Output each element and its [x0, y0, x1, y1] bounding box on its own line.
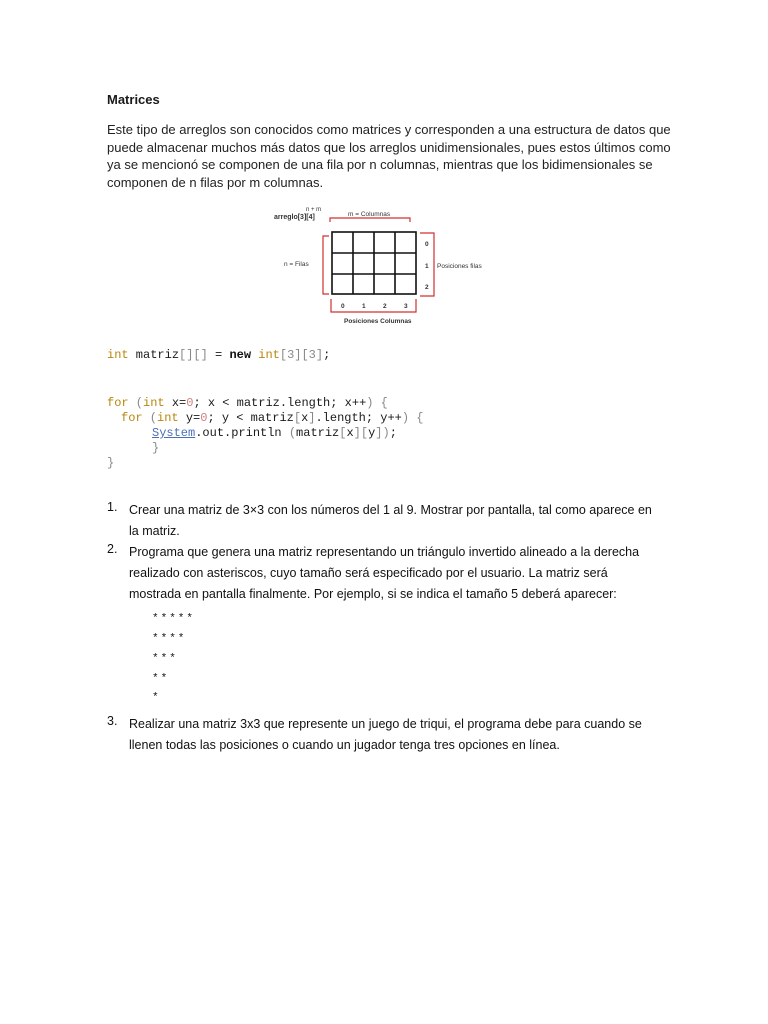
- list-item-line: Realizar una matriz 3x3 que represente un juego de triqui, el programa debe para cuando se: [129, 717, 642, 731]
- col-index-0: 0: [341, 303, 345, 310]
- col-index-1: 1: [362, 303, 366, 310]
- code-token: ;: [389, 426, 397, 440]
- row-index-1: 1: [425, 263, 429, 270]
- code-token: (: [142, 411, 158, 425]
- code-token: (: [288, 426, 297, 440]
- code-line-println: [152, 426, 397, 441]
- code-token: ]: [308, 411, 316, 425]
- code-line-declaration: [107, 348, 330, 363]
- star-row: *: [152, 692, 161, 704]
- star-row: ****: [152, 633, 187, 645]
- code-token: x: [346, 426, 354, 440]
- code-token: ; y < matriz: [207, 411, 294, 425]
- rows-bracket: [323, 236, 329, 294]
- intro-paragraph: [107, 121, 671, 191]
- list-item-line: Crear una matriz de 3×3 con los números del 1 al 9. Mostrar por pantalla, tal como aparece en: [129, 503, 652, 517]
- code-token: [: [293, 411, 302, 425]
- code-line-close-inner: }: [152, 441, 160, 455]
- section-heading: Matrices: [107, 92, 160, 107]
- code-line-close-outer: }: [107, 456, 115, 470]
- code-token: y=: [178, 411, 201, 425]
- col-index-2: 2: [383, 303, 387, 310]
- star-row: **: [152, 673, 170, 685]
- code-token: int: [143, 396, 165, 410]
- list-item-text: [129, 500, 669, 542]
- star-row: *****: [152, 613, 196, 625]
- code-token: 0: [200, 411, 208, 425]
- code-token: matriz: [296, 426, 340, 440]
- intro-line: puede almacenar muchos más datos que los arreglos unidimensionales, pues estos últimos como: [107, 139, 671, 155]
- columns-label: m = Columnas: [348, 211, 391, 218]
- code-token: int: [107, 348, 129, 362]
- code-token: ) {: [401, 411, 424, 425]
- code-token: for: [121, 411, 143, 425]
- code-token: System: [152, 426, 196, 440]
- column-positions-label: Posiciones Columnas: [344, 318, 412, 325]
- intro-line: componen de n filas por m columnas.: [107, 174, 324, 190]
- code-token: [][]: [179, 348, 208, 362]
- code-token: .length; y++: [315, 411, 402, 425]
- code-token: x=: [164, 396, 187, 410]
- code-token: int: [258, 348, 280, 362]
- star-row: ***: [152, 653, 178, 665]
- code-token: for: [107, 396, 129, 410]
- code-token: ; x < matriz.length; x++: [193, 396, 367, 410]
- matrix-grid: [332, 232, 416, 294]
- columns-bracket: [330, 218, 410, 222]
- list-item-line: llenen todas las posiciones o cuando un jugador tenga tres opciones en línea.: [129, 738, 560, 752]
- code-token: y: [368, 426, 376, 440]
- code-token: =: [207, 348, 230, 362]
- list-item-text: [129, 714, 669, 756]
- intro-line: Este tipo de arreglos son conocidos como matrices y corresponden a una estructura de datos que: [107, 122, 671, 137]
- list-item-line: realizado con asteriscos, cuyo tamaño será especificado por el usuario. La matriz será: [129, 566, 608, 580]
- code-token: matriz: [128, 348, 180, 362]
- row-index-2: 2: [425, 284, 429, 291]
- rows-label: n = Filas: [284, 261, 309, 268]
- code-token: int: [157, 411, 179, 425]
- list-item-line: la matriz.: [129, 524, 180, 538]
- code-token: new: [229, 348, 252, 362]
- row-index-0: 0: [425, 241, 429, 248]
- code-token: ]): [375, 426, 390, 440]
- code-token: 0: [186, 396, 194, 410]
- code-token: [: [339, 426, 347, 440]
- row-positions-label: Posiciones filas: [437, 263, 482, 270]
- list-item-text: [129, 542, 669, 605]
- list-item-number: 3.: [107, 714, 118, 728]
- code-token: ][: [353, 426, 369, 440]
- intro-line: ya se mencionó se componen de una fila por n columnas, mientras que los bidimensionales se: [107, 157, 653, 172]
- code-line-inner-for: [121, 411, 424, 426]
- list-item-line: Programa que genera una matriz representando un triángulo invertido alineado a la derecha: [129, 545, 640, 559]
- code-token: .out.println: [195, 426, 289, 440]
- code-line-outer-for: [107, 396, 388, 411]
- diagram-top-label-1: n + m: [306, 207, 322, 213]
- list-item-number: 2.: [107, 542, 118, 556]
- matrix-diagram: [268, 202, 508, 330]
- code-token: (: [128, 396, 144, 410]
- code-token: ) {: [366, 396, 388, 410]
- code-token: ;: [323, 348, 331, 362]
- list-item-number: 1.: [107, 500, 118, 514]
- code-token: x: [301, 411, 309, 425]
- list-item-line: mostrada en pantalla finalmente. Por ejemplo, si se indica el tamaño 5 deberá aparecer:: [129, 587, 617, 601]
- diagram-top-label-2: arreglo[3][4]: [274, 214, 315, 221]
- col-index-3: 3: [404, 303, 408, 310]
- code-token: [3][3]: [279, 348, 324, 362]
